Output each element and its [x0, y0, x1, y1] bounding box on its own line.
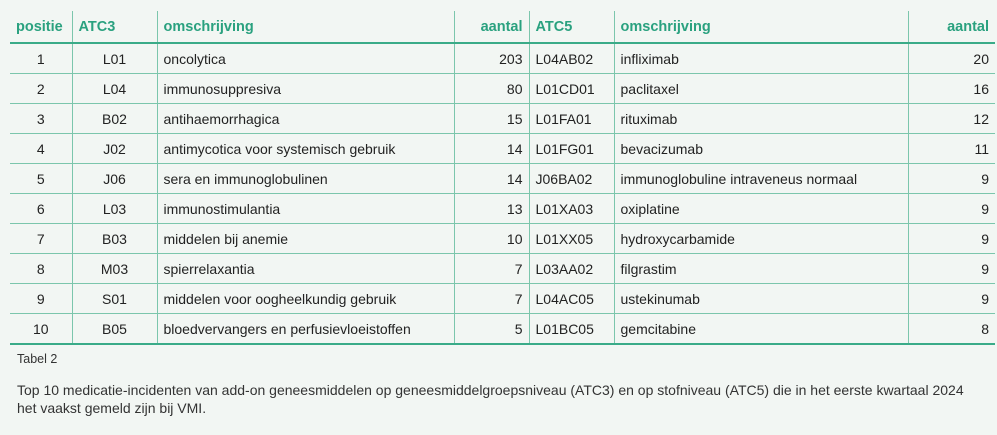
header-omschrijving-atc3: omschrijving: [157, 11, 454, 43]
cell-atc3: L03: [72, 194, 157, 224]
cell-omschrijving-atc5: ustekinumab: [614, 284, 908, 314]
cell-atc5: L04AC05: [529, 284, 614, 314]
header-atc3: ATC3: [72, 11, 157, 43]
cell-aantal-atc3: 10: [454, 224, 529, 254]
table-row: [10, 224, 995, 254]
cell-aantal-atc3: 7: [454, 284, 529, 314]
cell-atc3: B05: [72, 314, 157, 345]
cell-aantal-atc3: 7: [454, 254, 529, 284]
cell-omschrijving-atc3: antihaemorrhagica: [157, 104, 454, 134]
table-caption-label: Tabel 2: [17, 352, 58, 366]
table-caption-text: Top 10 medicatie-incidenten van add-on geneesmiddelen op geneesmiddelgroepsniveau (ATC3) en op stofniveau (ATC5) die in het eerste kwartaal 2024 het vaakst gemeld zijn bij VMI.: [17, 382, 964, 416]
cell-atc3: M03: [72, 254, 157, 284]
table-row: [10, 74, 995, 104]
cell-omschrijving-atc3: bloedvervangers en perfusievloeistoffen: [157, 314, 454, 345]
cell-atc5: L01CD01: [529, 74, 614, 104]
cell-atc3: L01: [72, 43, 157, 74]
cell-aantal-atc5: 9: [908, 284, 995, 314]
cell-atc5: J06BA02: [529, 164, 614, 194]
header-omschrijving-atc5: omschrijving: [614, 11, 908, 43]
cell-atc5: L01FG01: [529, 134, 614, 164]
cell-positie: 2: [10, 74, 72, 104]
cell-omschrijving-atc5: hydroxycarbamide: [614, 224, 908, 254]
cell-atc3: J02: [72, 134, 157, 164]
header-aantal-atc3: aantal: [454, 11, 529, 43]
cell-aantal-atc5: 9: [908, 254, 995, 284]
table-row: [10, 314, 995, 345]
cell-atc5: L01XA03: [529, 194, 614, 224]
cell-aantal-atc3: 203: [454, 43, 529, 74]
cell-positie: 5: [10, 164, 72, 194]
cell-atc3: B02: [72, 104, 157, 134]
cell-omschrijving-atc5: rituximab: [614, 104, 908, 134]
cell-omschrijving-atc3: sera en immunoglobulinen: [157, 164, 454, 194]
cell-omschrijving-atc3: antimycotica voor systemisch gebruik: [157, 134, 454, 164]
cell-omschrijving-atc5: immunoglobuline intraveneus normaal: [614, 164, 908, 194]
cell-aantal-atc5: 12: [908, 104, 995, 134]
cell-aantal-atc5: 9: [908, 164, 995, 194]
cell-atc5: L03AA02: [529, 254, 614, 284]
table-body: [10, 43, 995, 344]
cell-positie: 8: [10, 254, 72, 284]
cell-aantal-atc3: 14: [454, 164, 529, 194]
header-atc5: ATC5: [529, 11, 614, 43]
cell-aantal-atc5: 20: [908, 43, 995, 74]
table-row: [10, 104, 995, 134]
cell-atc3: B03: [72, 224, 157, 254]
cell-atc3: S01: [72, 284, 157, 314]
cell-atc3: J06: [72, 164, 157, 194]
cell-atc5: L01XX05: [529, 224, 614, 254]
cell-aantal-atc3: 80: [454, 74, 529, 104]
cell-positie: 4: [10, 134, 72, 164]
cell-atc5: L01BC05: [529, 314, 614, 345]
table-row: [10, 164, 995, 194]
cell-omschrijving-atc5: filgrastim: [614, 254, 908, 284]
cell-aantal-atc5: 8: [908, 314, 995, 345]
table-row: [10, 284, 995, 314]
table-header-row: [10, 11, 995, 43]
cell-positie: 10: [10, 314, 72, 345]
cell-atc5: L04AB02: [529, 43, 614, 74]
cell-omschrijving-atc3: immunosuppresiva: [157, 74, 454, 104]
cell-aantal-atc5: 9: [908, 194, 995, 224]
header-aantal-atc5: aantal: [908, 11, 995, 43]
cell-omschrijving-atc5: bevacizumab: [614, 134, 908, 164]
cell-aantal-atc5: 11: [908, 134, 995, 164]
cell-omschrijving-atc3: oncolytica: [157, 43, 454, 74]
cell-omschrijving-atc5: infliximab: [614, 43, 908, 74]
cell-positie: 6: [10, 194, 72, 224]
table-row: [10, 194, 995, 224]
cell-omschrijving-atc5: gemcitabine: [614, 314, 908, 345]
cell-positie: 9: [10, 284, 72, 314]
cell-positie: 1: [10, 43, 72, 74]
header-positie: positie: [10, 11, 72, 43]
cell-omschrijving-atc3: immunostimulantia: [157, 194, 454, 224]
cell-atc3: L04: [72, 74, 157, 104]
cell-positie: 7: [10, 224, 72, 254]
cell-omschrijving-atc3: middelen voor oogheelkundig gebruik: [157, 284, 454, 314]
cell-aantal-atc5: 16: [908, 74, 995, 104]
table-row: [10, 254, 995, 284]
cell-omschrijving-atc3: middelen bij anemie: [157, 224, 454, 254]
cell-omschrijving-atc5: oxiplatine: [614, 194, 908, 224]
cell-positie: 3: [10, 104, 72, 134]
table-row: [10, 43, 995, 74]
cell-atc5: L01FA01: [529, 104, 614, 134]
incident-table: [10, 11, 995, 345]
cell-omschrijving-atc3: spierrelaxantia: [157, 254, 454, 284]
cell-aantal-atc3: 14: [454, 134, 529, 164]
cell-aantal-atc3: 5: [454, 314, 529, 345]
cell-aantal-atc3: 13: [454, 194, 529, 224]
cell-omschrijving-atc5: paclitaxel: [614, 74, 908, 104]
cell-aantal-atc5: 9: [908, 224, 995, 254]
cell-aantal-atc3: 15: [454, 104, 529, 134]
table-row: [10, 134, 995, 164]
